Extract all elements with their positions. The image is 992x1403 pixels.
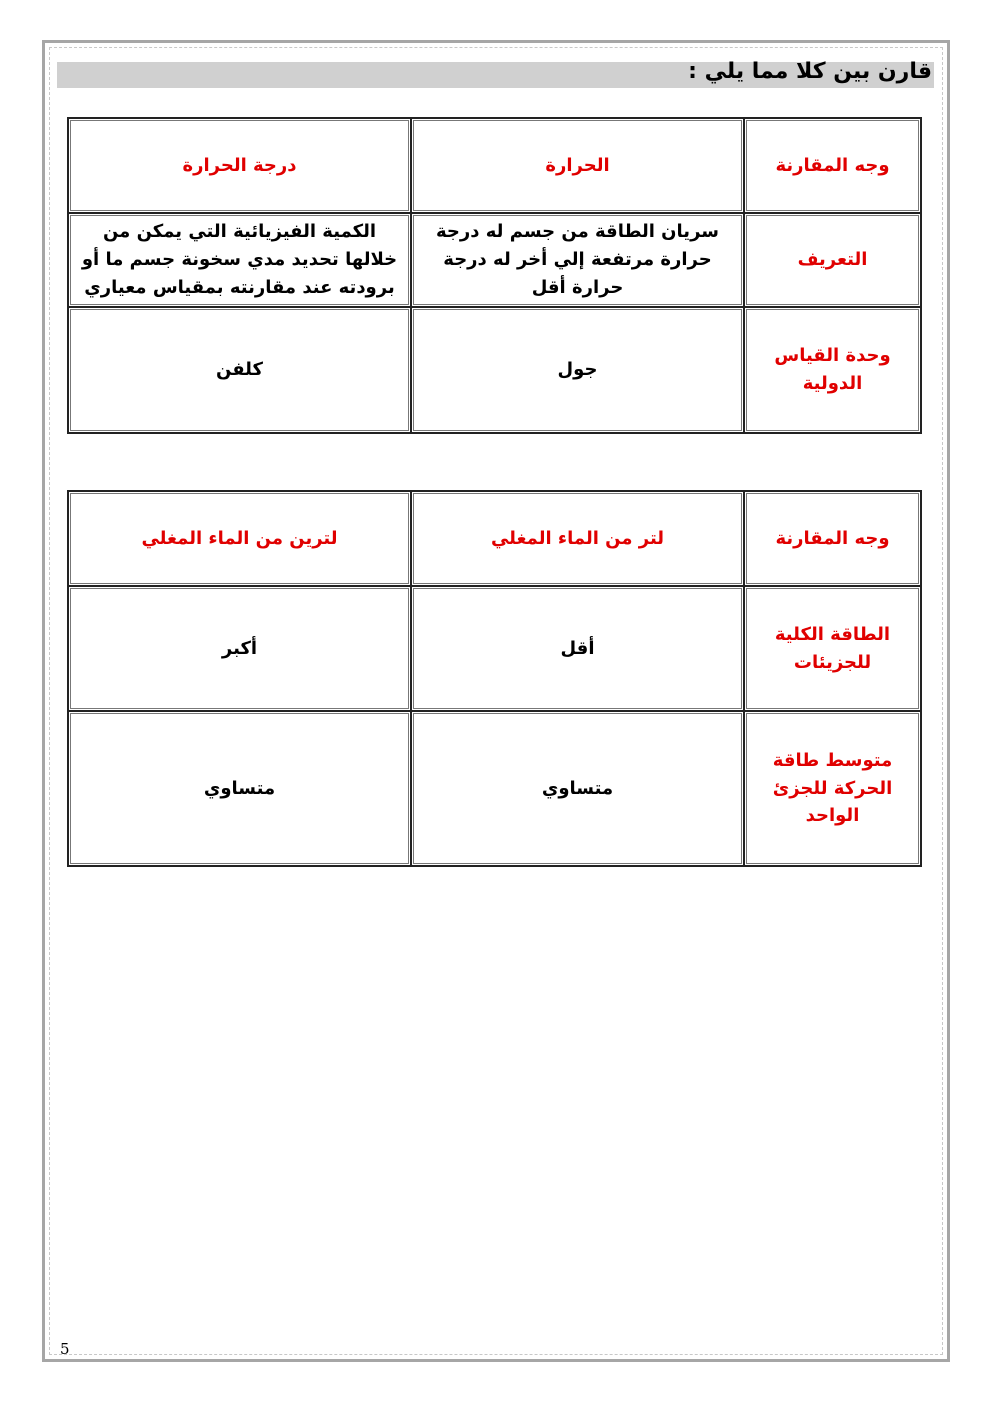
header-cell-one-liter: لتر من الماء المغلي xyxy=(411,491,744,586)
row-label-total-energy: الطاقة الكلية للجزيئات xyxy=(744,586,921,711)
header-cell-temperature: درجة الحرارة xyxy=(68,118,411,213)
header-cell-aspect: وجه المقارنة xyxy=(744,118,921,213)
table-row xyxy=(68,711,921,866)
header-cell-aspect: وجه المقارنة xyxy=(744,491,921,586)
cell-two-liters-total-energy: أكبر xyxy=(68,586,411,711)
table-row xyxy=(68,213,921,307)
row-label-si-unit: وحدة القياس الدولية xyxy=(744,307,921,433)
table-header-row xyxy=(68,118,921,213)
comparison-table-heat xyxy=(67,117,922,434)
cell-two-liters-kinetic-energy: متساوي xyxy=(68,711,411,866)
cell-temperature-definition: الكمية الفيزيائية التي يمكن من خلالها تحديد مدي سخونة جسم ما أو برودته عند مقارنته بمقياس معياري xyxy=(68,213,411,307)
table-row xyxy=(68,586,921,711)
page-number: 5 xyxy=(60,1340,70,1358)
header-cell-heat: الحرارة xyxy=(411,118,744,213)
row-label-average-kinetic-energy: متوسط طاقة الحركة للجزئ الواحد xyxy=(744,711,921,866)
header-cell-two-liters: لترين من الماء المغلي xyxy=(68,491,411,586)
table-header-row xyxy=(68,491,921,586)
cell-one-liter-total-energy: أقل xyxy=(411,586,744,711)
row-label-definition: التعريف xyxy=(744,213,921,307)
comparison-table-boiling-water xyxy=(67,490,922,867)
page-title: قارن بين كلا مما يلي : xyxy=(688,59,932,84)
table-row xyxy=(68,307,921,433)
cell-temperature-unit: كلفن xyxy=(68,307,411,433)
cell-one-liter-kinetic-energy: متساوي xyxy=(411,711,744,866)
cell-heat-unit: جول xyxy=(411,307,744,433)
cell-heat-definition: سريان الطاقة من جسم له درجة حرارة مرتفعة إلي أخر له درجة حرارة أقل xyxy=(411,213,744,307)
